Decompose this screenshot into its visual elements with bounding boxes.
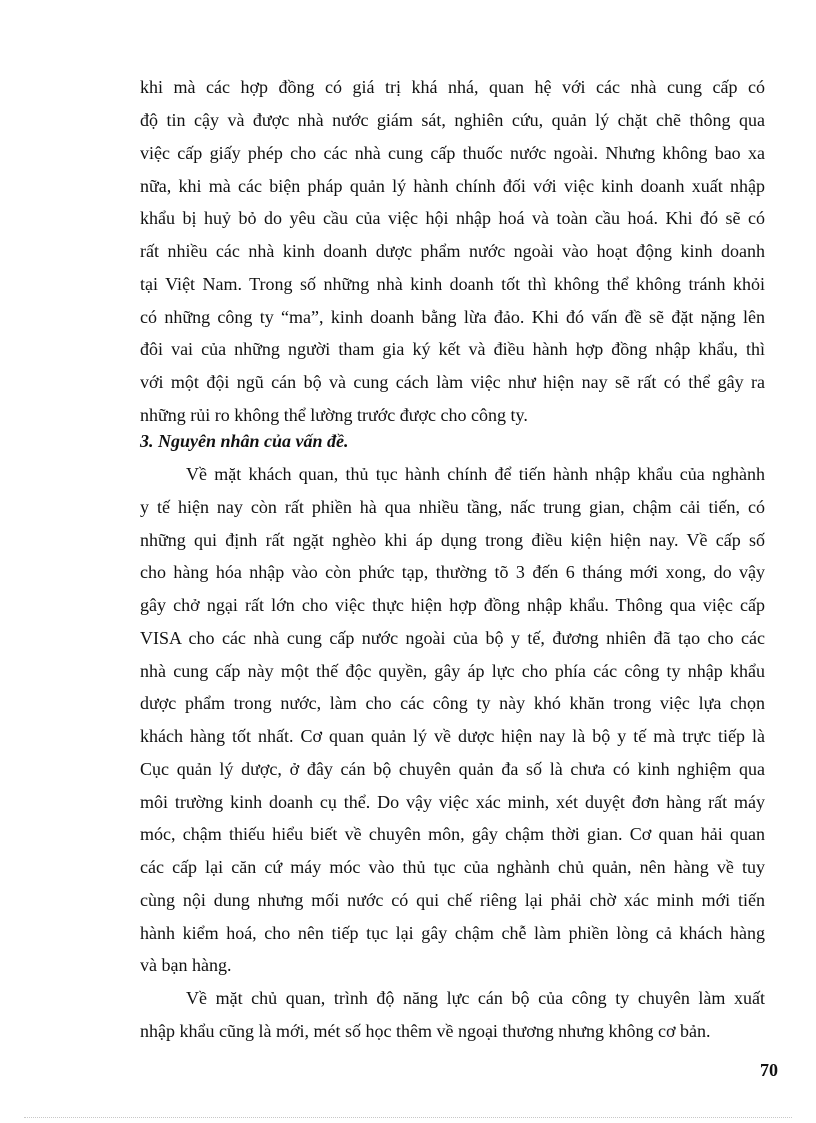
text-line: cho hàng hóa nhập vào còn phức tạp, thường tõ 3 đến 6 tháng mới xong, do vậy [140, 562, 765, 582]
text-line: việc cấp giấy phép cho các nhà cung cấp thuốc nước ngoài. Nhưng không bao xa [140, 143, 765, 163]
text-line: y tế hiện nay còn rất phiền hà qua nhiều tầng, nấc trung gian, chậm cải tiến, có [140, 497, 765, 517]
text-line: khẩu bị huỷ bỏ do yêu cầu của việc hội nhập hoá và toàn cầu hoá. Khi đó sẽ có [140, 208, 765, 228]
text-line: khách hàng tốt nhất. Cơ quan quản lý về dược hiện nay là bộ y tế mà trực tiếp là [140, 726, 765, 746]
text-line: hành kiểm hoá, cho nên tiếp tục lại gây chậm chễ làm phiền lòng cả khách hàng [140, 923, 765, 943]
text-line: các cấp lại căn cứ máy móc vào thủ tục của nghành chủ quản, nên hàng về tuy [140, 857, 765, 877]
text-line: nhà cung cấp này một thế độc quyền, gây áp lực cho phía các công ty nhập khẩu [140, 661, 765, 681]
text-line: Về mặt chủ quan, trình độ năng lực cán bộ của công ty chuyên làm xuất [186, 988, 765, 1008]
text-line: môi trường kinh doanh cụ thể. Do vậy việc xác minh, xét duyệt đơn hàng rất máy [140, 792, 765, 812]
text-line: độ tin cậy và được nhà nước giám sát, nghiên cứu, quản lý chặt chẽ thông qua [140, 110, 765, 130]
text-line: nhập khẩu cũng là mới, mét số học thêm về ngoại thương nhưng không cơ bản. [140, 1021, 711, 1041]
text-line: có những công ty “ma”, kinh doanh bằng lừa đảo. Khi đó vấn đề sẽ đặt nặng lên [140, 307, 765, 327]
text-line: tại Việt Nam. Trong số những nhà kinh doanh tốt thì không thể không tránh khỏi [140, 274, 765, 294]
text-line: với một đội ngũ cán bộ và cung cách làm việc như hiện nay sẽ rất có thể gây ra [140, 372, 765, 392]
text-line: Về mặt khách quan, thủ tục hành chính để tiến hành nhập khẩu của nghành [186, 464, 765, 484]
text-line: cùng nội dung nhưng mối nước có qui chế riêng lại phải chờ xác minh mới tiến [140, 890, 765, 910]
text-line: nữa, khi mà các biện pháp quản lý hành chính đối với việc kinh doanh xuất nhập [140, 176, 765, 196]
text-line: đôi vai của những người tham gia ký kết và điều hành hợp đồng nhập khẩu, thì [140, 339, 765, 359]
text-line: khi mà các hợp đồng có giá trị khá nhá, quan hệ với các nhà cung cấp có [140, 77, 765, 97]
section-heading: 3. Nguyên nhân của vấn đề. [140, 431, 349, 451]
text-line: rất nhiều các nhà kinh doanh dược phẩm nước ngoài vào hoạt động kinh doanh [140, 241, 765, 261]
footer-divider [24, 1117, 792, 1118]
text-line: dược phẩm trong nước, làm cho các công ty này khó khăn trong việc lựa chọn [140, 693, 765, 713]
text-line: Cục quản lý dược, ở đây cán bộ chuyên quản đa số là chưa có kinh nghiệm qua [140, 759, 765, 779]
text-line: gây chở ngại rất lớn cho việc thực hiện hợp đồng nhập khẩu. Thông qua việc cấp [140, 595, 765, 615]
page-number: 70 [760, 1060, 778, 1080]
text-line: những qui định rất ngặt nghèo khi áp dụng trong điều kiện hiện nay. Về cấp số [140, 530, 765, 550]
text-line: những rủi ro không thể lường trước được cho công ty. [140, 405, 528, 425]
text-line: móc, chậm thiếu hiểu biết về chuyên môn, gây chậm thời gian. Cơ quan hải quan [140, 824, 765, 844]
text-line: và bạn hàng. [140, 955, 232, 975]
text-line: VISA cho các nhà cung cấp nước ngoài của bộ y tế, đương nhiên đã tạo cho các [140, 628, 765, 648]
